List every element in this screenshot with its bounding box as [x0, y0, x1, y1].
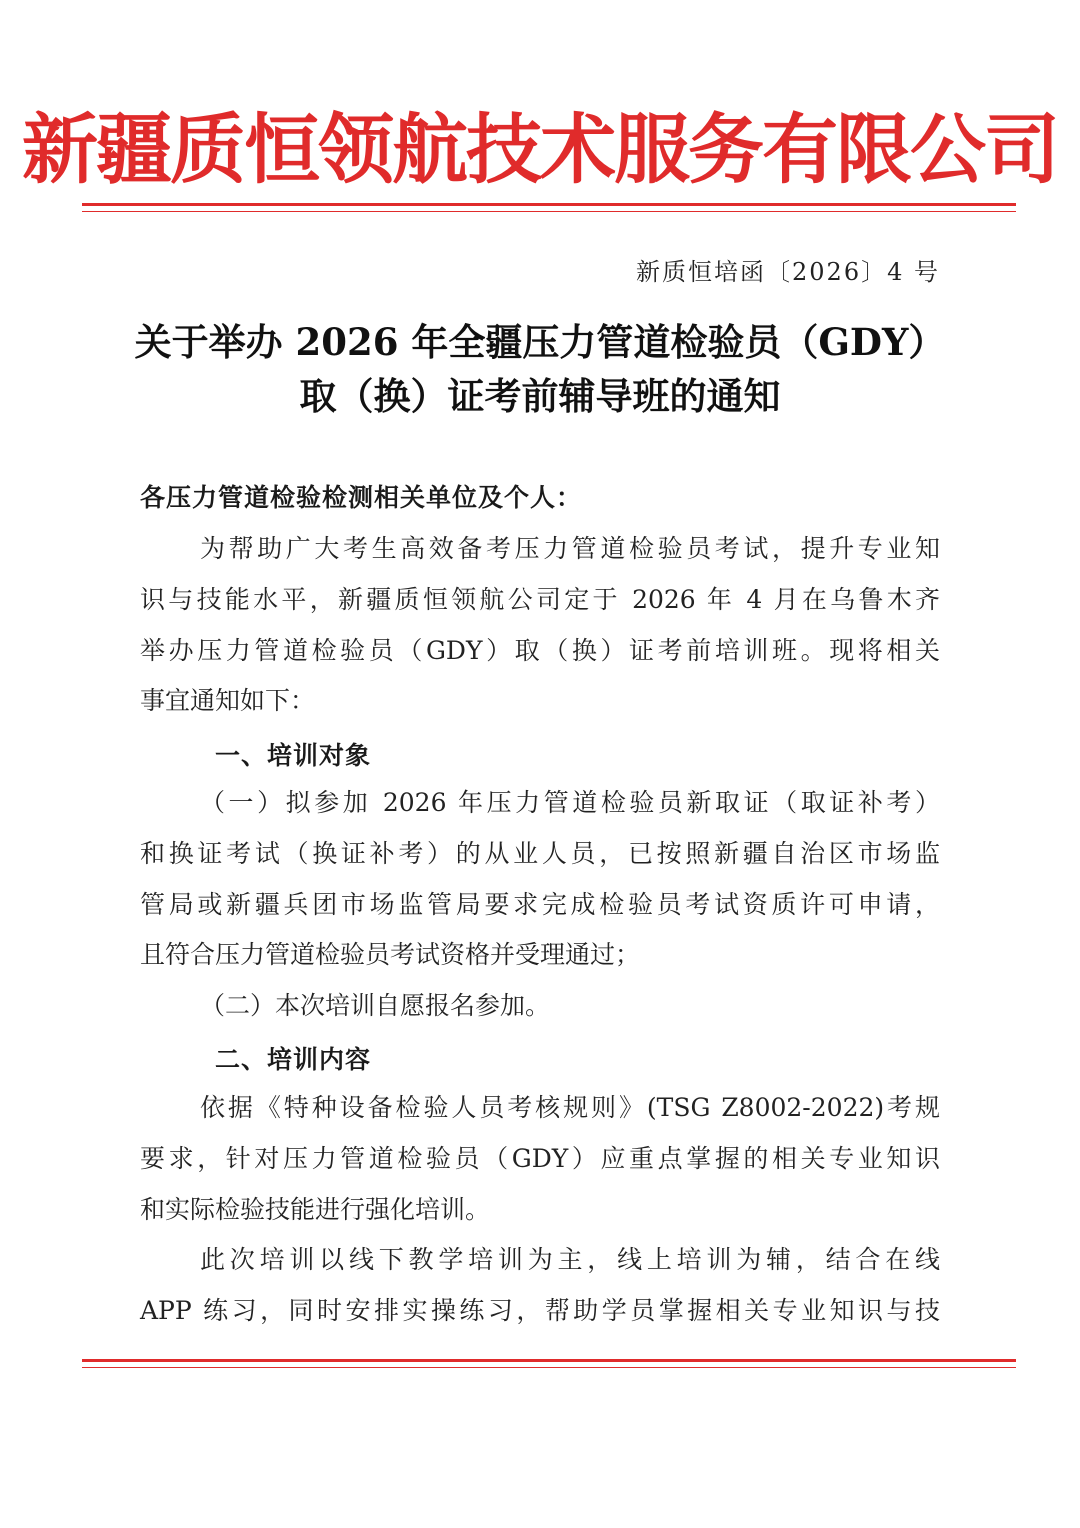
- intro-paragraph: [140, 524, 940, 727]
- intro-line: 事宜通知如下：: [140, 686, 316, 716]
- section2-para1-line: 和实际检验技能进行强化培训。: [140, 1194, 491, 1224]
- organization-header: 新疆质恒领航技术服务有限公司: [22, 105, 1058, 194]
- section1-item1-line: 且符合压力管道检验员考试资格并受理通过；: [140, 940, 641, 970]
- section2-para2-line: 此次培训以线下教学培训为主，线上培训为辅，结合在线: [200, 1245, 940, 1274]
- intro-line: 识与技能水平，新疆质恒领航公司定于 2026 年 4 月在乌鲁木齐: [140, 584, 940, 614]
- intro-line: 举办压力管道检验员（GDY）取（换）证考前培训班。现将相关: [140, 635, 940, 665]
- section1-item1-line: 管局或新疆兵团市场监管局要求完成检验员考试资质许可申请，: [140, 889, 940, 919]
- section2-paragraph-1: [140, 1083, 940, 1235]
- footer-rule-thin: [82, 1367, 1016, 1368]
- salutation: 各压力管道检验检测相关单位及个人：: [140, 483, 583, 512]
- footer-rule-thick: [82, 1359, 1016, 1362]
- section-heading-content: 二、培训内容: [215, 1045, 372, 1074]
- header-rule-thick: [82, 203, 1016, 206]
- section1-item1-paragraph: [140, 778, 940, 981]
- section-heading-trainees: 一、培训对象: [215, 741, 372, 770]
- intro-line: 为帮助广大考生高效备考压力管道检验员考试，提升专业知: [200, 534, 940, 563]
- section1-item2-line: （二）本次培训自愿报名参加。: [200, 991, 551, 1020]
- section2-para2-line: APP 练习，同时安排实操练习，帮助学员掌握相关专业知识与技: [140, 1295, 940, 1325]
- document-number: 新质恒培函〔2026〕4 号: [636, 258, 940, 286]
- section1-item1-line: 和换证考试（换证补考）的从业人员，已按照新疆自治区市场监: [140, 838, 940, 868]
- section1-item1-line: （一）拟参加 2026 年压力管道检验员新取证（取证补考）: [200, 788, 940, 817]
- document-title-line-1: 关于举办 2026 年全疆压力管道检验员（GDY）: [134, 320, 946, 364]
- section2-para1-line: 要求，针对压力管道检验员（GDY）应重点掌握的相关专业知识: [140, 1143, 940, 1173]
- document-title-line-2: 取（换）证考前辅导班的通知: [299, 374, 781, 418]
- section2-para1-line: 依据《特种设备检验人员考核规则》(TSG Z8002-2022)考规: [200, 1093, 940, 1122]
- section2-paragraph-2: [140, 1235, 940, 1337]
- section1-item2-paragraph: [140, 981, 940, 1032]
- header-rule-thin: [82, 211, 1016, 212]
